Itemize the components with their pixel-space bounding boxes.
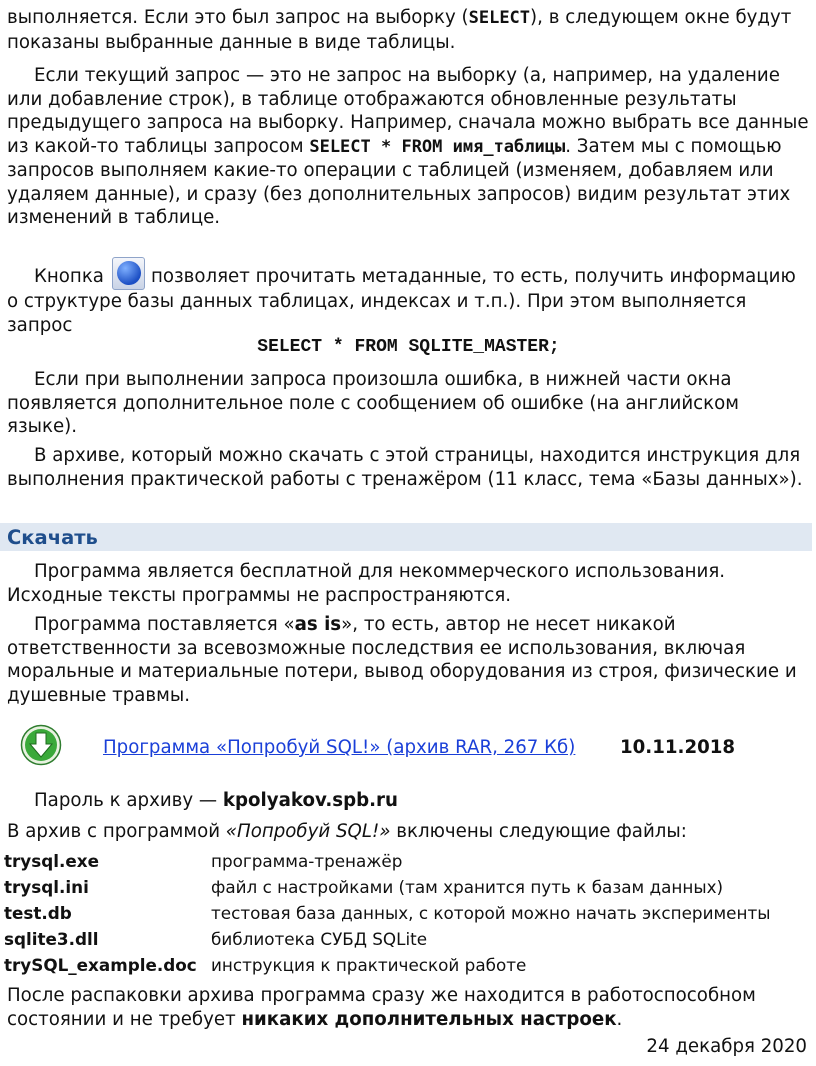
section-heading-download: Скачать bbox=[0, 523, 812, 551]
inline-code: SELECT * FROM имя_таблицы bbox=[309, 136, 566, 157]
text: . bbox=[616, 1008, 623, 1030]
file-description: библиотека СУБД SQLite bbox=[211, 929, 428, 949]
table-row bbox=[0, 874, 812, 900]
text: Если при выполнении запроса произошла ошибка, в нижней части окна появляется дополнительное поле с сообщением об ошибке (на английском языке). bbox=[7, 369, 740, 437]
text: В архиве, который можно скачать с этой страницы, находится инструкция для выполнения практической работы с тренажёром (11 класс, тема «Базы данных»). bbox=[7, 445, 803, 490]
footer-date: 24 декабря 2020 bbox=[646, 1036, 807, 1057]
paragraph-non-select-query bbox=[0, 64, 816, 230]
file-description: инструкция к практической работе bbox=[211, 955, 527, 975]
download-row bbox=[20, 722, 810, 770]
inline-code: SELECT bbox=[468, 8, 531, 28]
text: В архив с программой bbox=[7, 821, 226, 842]
sql-query: SELECT * FROM SQLITE_MASTER; bbox=[257, 337, 560, 357]
text: Программа является бесплатной для некоммерческого использования. Исходные тексты программы не распространяются. bbox=[7, 561, 726, 606]
text: . Затем мы с помощью запросов выполняем какие-то операции с таблицей (изменяем, добавляем или удаляем данные), и сразу (без дополнительных запросов) видим результат этих изменений в таблице. bbox=[7, 135, 791, 228]
text: позволяет прочитать метаданные, то есть, получить информацию о структуре базы данных таблицах, индексах и т.п.). При этом выполняется запрос bbox=[7, 266, 796, 336]
paragraph-as-is bbox=[0, 613, 816, 707]
table-row bbox=[0, 900, 812, 926]
text: Кнопка bbox=[34, 266, 104, 287]
table-row bbox=[0, 848, 812, 874]
table-row bbox=[0, 926, 812, 952]
bold-text: никаких дополнительных настроек bbox=[241, 1008, 617, 1030]
paragraph-metadata-button bbox=[0, 257, 816, 337]
table-row bbox=[0, 952, 812, 978]
file-name: trysql.exe bbox=[4, 851, 99, 871]
download-date: 10.11.2018 bbox=[620, 737, 736, 758]
archive-password: kpolyakov.spb.ru bbox=[222, 790, 398, 811]
paragraph-select-result bbox=[0, 6, 816, 54]
file-description: тестовая база данных, с которой можно начать эксперименты bbox=[211, 903, 771, 923]
text: Если текущий запрос — это не запрос на выборку (а, например, на удаление или добавление строк), в таблице отображаются обновленные результаты предыдущего запроса на выборку. Например, сначала можно выбрать все данные из какой-то таблицы запросом bbox=[7, 65, 809, 157]
paragraph-free bbox=[0, 560, 816, 607]
text: Программа поставляется « bbox=[34, 614, 295, 635]
file-description: программа-тренажёр bbox=[211, 851, 403, 871]
text: Пароль к архиву — bbox=[34, 790, 223, 811]
file-name: trySQL_example.doc bbox=[4, 955, 197, 975]
paragraph-password bbox=[0, 789, 816, 813]
paragraph-after-unpack bbox=[0, 984, 816, 1031]
download-link[interactable]: Программа «Попробуй SQL!» (архив RAR, 267 Кб) bbox=[103, 737, 576, 758]
file-description: файл с настройками (там хранится путь к базам данных) bbox=[211, 877, 724, 897]
text: включены следующие файлы: bbox=[390, 821, 687, 842]
file-name: test.db bbox=[4, 903, 72, 923]
text: выполняется. Если это был запрос на выборку ( bbox=[7, 7, 469, 28]
paragraph-archive bbox=[0, 444, 816, 491]
file-name: sqlite3.dll bbox=[4, 929, 99, 949]
paragraph-error bbox=[0, 368, 816, 439]
download-arrow-icon[interactable] bbox=[20, 724, 62, 766]
file-name: trysql.ini bbox=[4, 877, 89, 897]
metadata-help-button[interactable] bbox=[112, 257, 154, 290]
italic-text: «Попробуй SQL!» bbox=[225, 821, 391, 842]
text: После распаковки архива программа сразу же находится в работоспособном состоянии и не требует bbox=[7, 985, 756, 1030]
bold-text: as is bbox=[294, 614, 342, 635]
text: », то есть, автор не несет никакой ответственности за всевозможные последствия ее использования, включая моральные и материальные потери, вывод оборудования из строя, физические и душевные травмы. bbox=[7, 614, 797, 706]
text: ), в следующем окне будут показаны выбранные данные в виде таблицы. bbox=[7, 7, 792, 53]
files-table bbox=[0, 848, 812, 978]
paragraph-files-intro bbox=[0, 820, 816, 844]
code-line bbox=[0, 336, 816, 360]
question-mark-icon: ? bbox=[117, 261, 141, 285]
